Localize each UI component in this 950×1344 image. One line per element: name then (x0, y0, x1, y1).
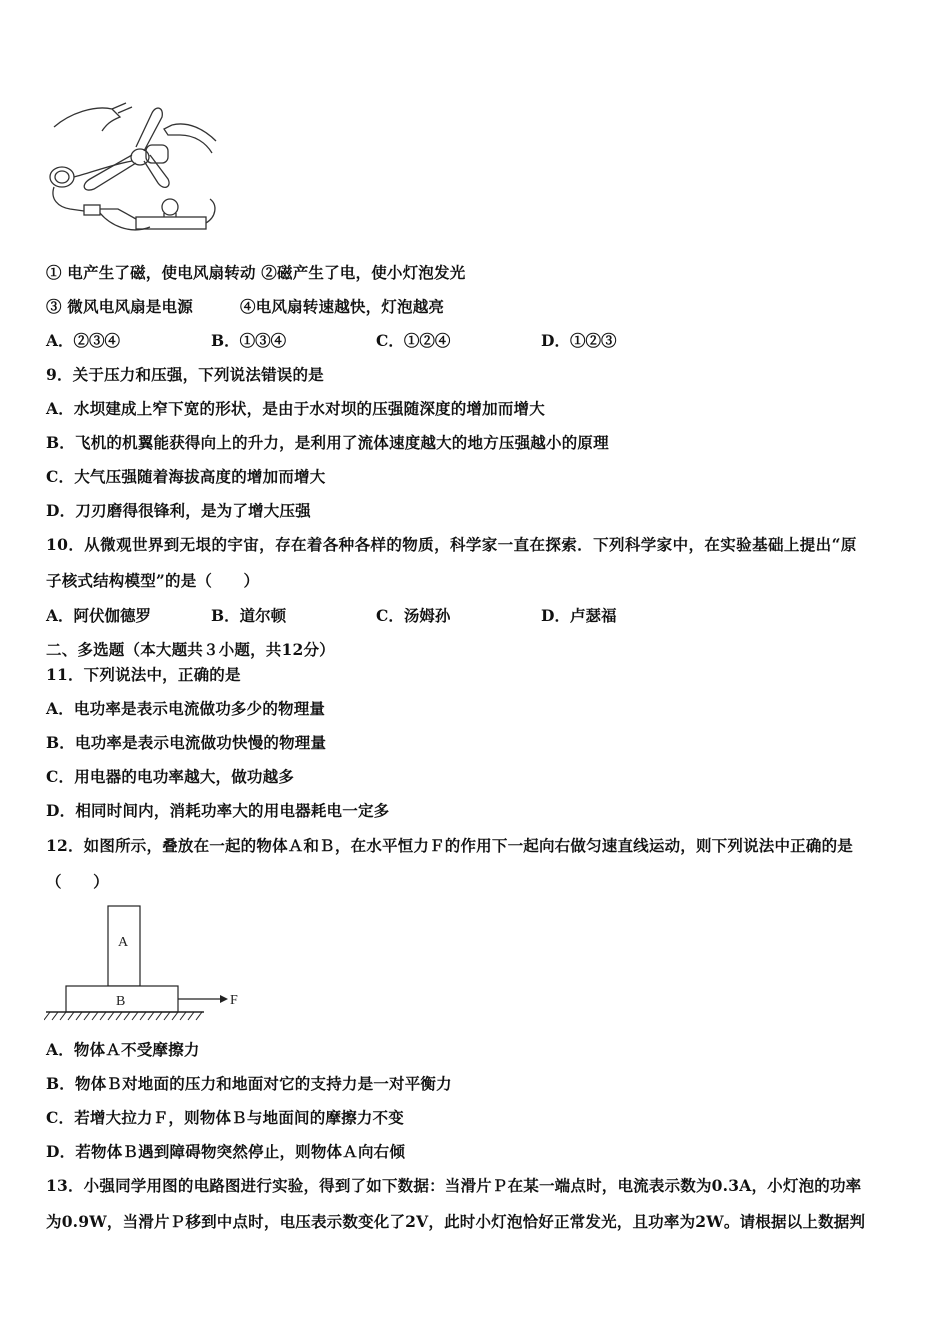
ground-hatching (44, 1012, 202, 1020)
q12-stem-line-1: 12．如图所示，叠放在一起的物体Ａ和Ｂ，在水平恒力Ｆ的作用下一起向右做匀速直线运动，则下列说法中正确的是 (46, 836, 853, 855)
q11-option-c: C．用电器的电功率越大，做功越多 (46, 767, 295, 786)
q10-option-d: D．卢瑟福 (541, 606, 617, 625)
q10-stem-line-2: 子核式结构模型”的是（ ） (46, 571, 260, 590)
q10-stem-line-1: 10．从微观世界到无垠的宇宙，存在着各种各样的物质，科学家一直在探索．下列科学家中，在实验基础上提出“原 (46, 535, 857, 554)
q10-option-a: A．阿伏伽德罗 (46, 606, 152, 625)
label-a: A (118, 935, 129, 950)
q9-option-a: A．水坝建成上窄下宽的形状，是由于水对坝的压强随深度的增加而增大 (46, 399, 545, 418)
q11-option-d: D．相同时间内，消耗功率大的用电器耗电一定多 (46, 801, 390, 820)
fan-generator-figure (40, 95, 230, 250)
section-heading-multi-choice: 二、多选题（本大题共３小题，共12分） (46, 640, 335, 659)
q10-option-c: C．汤姆孙 (376, 606, 451, 625)
q8-option-c: C．①②④ (376, 331, 451, 350)
q9-option-d: D．刀刃磨得很锋利，是为了增大压强 (46, 501, 311, 520)
q10-option-b: B．道尔顿 (211, 606, 287, 625)
q12-option-d: D．若物体Ｂ遇到障碍物突然停止，则物体Ａ向右倾 (46, 1142, 406, 1161)
q13-stem-line-1: 13．小强同学用图的电路图进行实验，得到了如下数据：当滑片Ｐ在某一端点时，电流表示数为0.3A，小灯泡的功率 (46, 1176, 862, 1195)
q11-stem: 11．下列说法中，正确的是 (46, 665, 241, 684)
q8-option-a: A．②③④ (46, 331, 121, 350)
q12-stem-line-2: （ ） (46, 872, 109, 891)
q9-option-b: B．飞机的机翼能获得向上的升力，是利用了流体速度越大的地方压强越小的原理 (46, 433, 609, 452)
arrow-head-icon (220, 995, 228, 1003)
q12-option-b: B．物体Ｂ对地面的压力和地面对它的支持力是一对平衡力 (46, 1074, 452, 1093)
q8-statement-2: ③ 微风电风扇是电源 ④电风扇转速越快，灯泡越亮 (46, 297, 445, 316)
q12-option-a: A．物体Ａ不受摩擦力 (46, 1040, 200, 1059)
q9-option-c: C．大气压强随着海拔高度的增加而增大 (46, 467, 326, 486)
blocks-figure (44, 902, 254, 1026)
q11-option-b: B．电功率是表示电流做功快慢的物理量 (46, 733, 327, 752)
label-f: F (230, 993, 238, 1008)
q13-stem-line-2: 为0.9W，当滑片Ｐ移到中点时，电压表示数变化了2V，此时小灯泡恰好正常发光，且功率为2W。请根据以上数据判 (46, 1212, 866, 1231)
q8-option-d: D．①②③ (541, 331, 617, 350)
q9-stem: 9．关于压力和压强，下列说法错误的是 (46, 365, 324, 384)
q12-option-c: C．若增大拉力Ｆ，则物体Ｂ与地面间的摩擦力不变 (46, 1108, 404, 1127)
label-b: B (116, 994, 126, 1009)
q8-option-b: B．①③④ (211, 331, 287, 350)
q8-statement-1: ① 电产生了磁，使电风扇转动 ②磁产生了电，使小灯泡发光 (46, 263, 466, 282)
q11-option-a: A．电功率是表示电流做功多少的物理量 (46, 699, 326, 718)
